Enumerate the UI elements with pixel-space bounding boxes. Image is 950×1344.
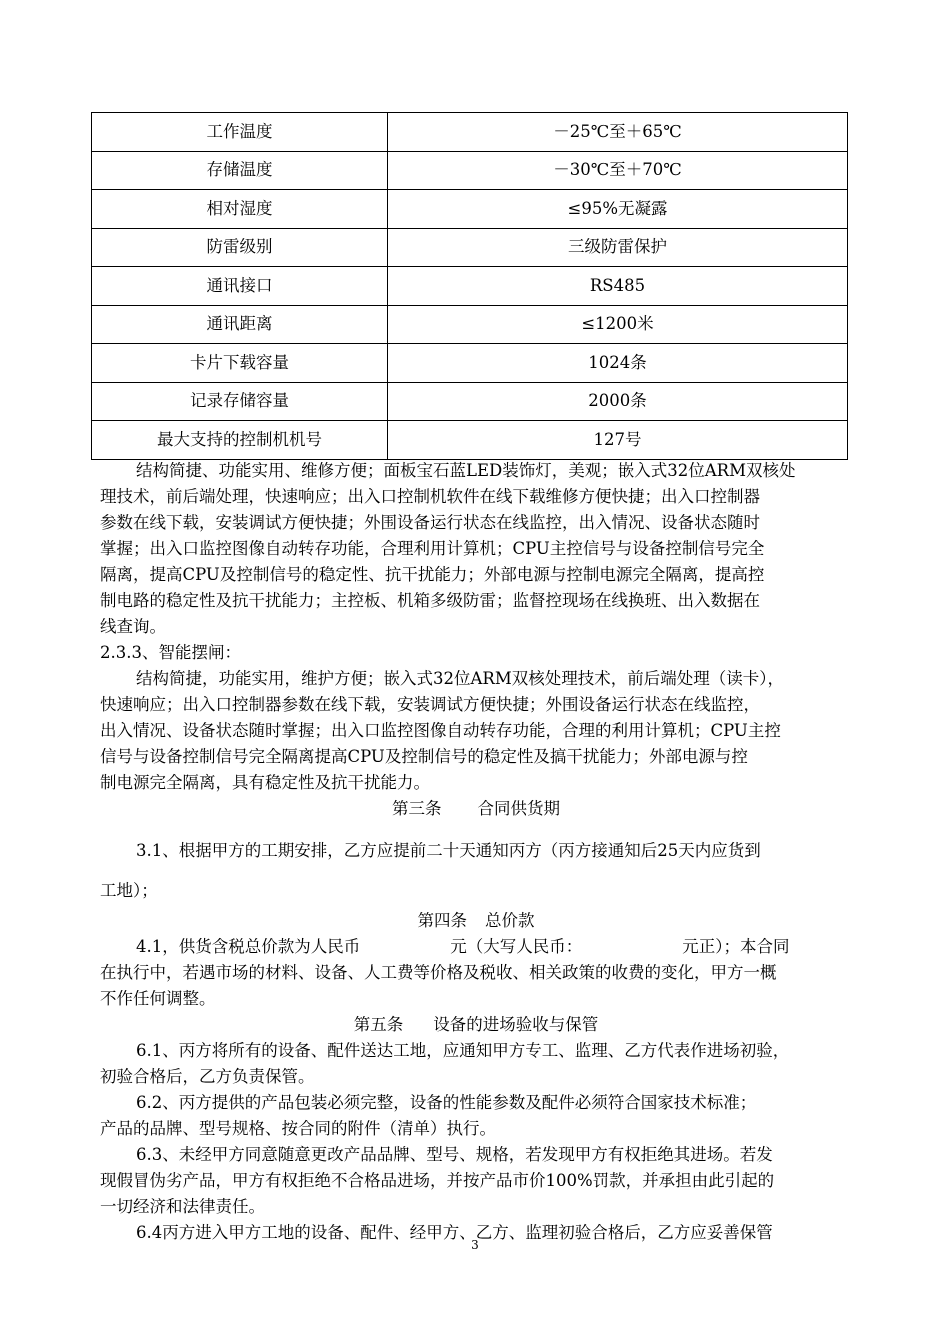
spec-value: 1024条: [388, 344, 848, 383]
table-row: [92, 190, 848, 229]
spec-value: ≤1200米: [388, 305, 848, 344]
spec-name: 最大支持的控制机机号: [92, 421, 388, 460]
paragraph-line: 参数在线下载，安装调试方便快捷；外围设备运行状态在线监控，出入情况、设备状态随时: [100, 513, 760, 532]
paragraph-line: 初验合格后，乙方负责保管。: [100, 1067, 315, 1086]
article-5-heading: [100, 1012, 852, 1038]
paragraph-line: 一切经济和法律责任。: [100, 1197, 265, 1216]
spec-value: －25℃至＋65℃: [388, 113, 848, 152]
table-row: [92, 151, 848, 190]
paragraph-line: [136, 934, 852, 960]
paragraph-line: 在执行中，若遇市场的材料、设备、人工费等价格及税收、相关政策的收费的变化，甲方一概: [100, 963, 777, 982]
section-heading: 2.3.3、智能摆闸：: [100, 643, 241, 662]
spec-name: 防雷级别: [92, 228, 388, 267]
article-3-heading: [100, 796, 852, 822]
table-row: [92, 267, 848, 306]
paragraph-line: 制电路的稳定性及抗干扰能力；主控板、机箱多级防雷；监督控现场在线换班、出入数据在: [100, 591, 760, 610]
paragraph-line: 现假冒伪劣产品，甲方有权拒绝不合格品进场，并按产品市价100%罚款，并承担由此引起的: [100, 1171, 775, 1190]
article-title: 总价款: [485, 911, 535, 930]
paragraph-line: 6.3、未经甲方同意随意更改产品品牌、型号、规格，若发现甲方有权拒绝其进场。若发: [136, 1145, 773, 1164]
paragraph-line: 6.2、丙方提供的产品包装必须完整，设备的性能参数及配件必须符合国家技术标准；: [136, 1093, 757, 1112]
spec-value: 三级防雷保护: [388, 228, 848, 267]
paragraph-line: 3.1、根据甲方的工期安排，乙方应提前二十天通知丙方（丙方接通知后25天内应货到: [136, 841, 761, 860]
price-text: 元正）；本合同: [682, 937, 790, 956]
paragraph-line: 结构简捷，功能实用，维护方便；嵌入式32位ARM双核处理技术，前后端处理（读卡），: [136, 669, 784, 688]
spec-value: ≤95%无凝露: [388, 190, 848, 229]
table-row: [92, 305, 848, 344]
spec-name: 相对湿度: [92, 190, 388, 229]
paragraph-line: 快速响应；出入口控制器参数在线下载，安装调试方便快捷；外围设备运行状态在线监控，: [100, 695, 760, 714]
paragraph-line: 工地）；: [100, 881, 158, 900]
spec-name: 卡片下载容量: [92, 344, 388, 383]
paragraph-line: 不作任何调整。: [100, 989, 216, 1008]
spec-value: 2000条: [388, 382, 848, 421]
spec-name: 存储温度: [92, 151, 388, 190]
paragraph-line: 出入情况、设备状态随时掌握；出入口监控图像自动转存功能，合理的利用计算机；CPU主控: [100, 721, 781, 740]
article-number: 第五条: [353, 1015, 404, 1034]
paragraph-line: 6.4丙方进入甲方工地的设备、配件、经甲方、乙方、监理初验合格后，乙方应妥善保管: [136, 1223, 773, 1242]
paragraph-line: 隔离，提高CPU及控制信号的稳定性、抗干扰能力；外部电源与控制电源完全隔离，提高控: [100, 565, 765, 584]
table-row: [92, 228, 848, 267]
paragraph-line: 产品的品牌、型号规格、按合同的附件（清单）执行。: [100, 1119, 496, 1138]
paragraph-line: 信号与设备控制信号完全隔离提高CPU及控制信号的稳定性及搞干扰能力；外部电源与控: [100, 747, 748, 766]
spec-name: 通讯距离: [92, 305, 388, 344]
article-title: 设备的进场验收与保管: [433, 1015, 599, 1034]
paragraph-line: 理技术，前后端处理，快速响应；出入口控制机软件在线下载维修方便快捷；出入口控制器: [100, 487, 760, 506]
spec-table: [91, 112, 848, 460]
spec-name: 通讯接口: [92, 267, 388, 306]
table-row: [92, 344, 848, 383]
paragraph-line: 6.1、丙方将所有的设备、配件送达工地，应通知甲方专工、监理、乙方代表作进场初验，: [136, 1041, 790, 1060]
price-text: 4.1，供货含税总价款为人民币: [136, 937, 361, 956]
paragraph-line: 线查询。: [100, 617, 166, 636]
paragraph-line: 掌握；出入口监控图像自动转存功能，合理利用计算机；CPU主控信号与设备控制信号完全: [100, 539, 765, 558]
article-number: 第三条: [392, 799, 442, 818]
table-row: [92, 113, 848, 152]
article-title: 合同供货期: [477, 799, 560, 818]
spec-name: 工作温度: [92, 113, 388, 152]
spec-value: RS485: [388, 267, 848, 306]
table-row: [92, 421, 848, 460]
table-row: [92, 382, 848, 421]
spec-value: 127号: [388, 421, 848, 460]
article-4-heading: [100, 908, 852, 934]
paragraph-line: 结构简捷、功能实用、维修方便；面板宝石蓝LED装饰灯，美观；嵌入式32位ARM双核处: [136, 461, 796, 480]
price-text: 元（大写人民币：: [450, 937, 583, 956]
article-number: 第四条: [417, 911, 467, 930]
spec-value: －30℃至＋70℃: [388, 151, 848, 190]
spec-name: 记录存储容量: [92, 382, 388, 421]
page-number: 3: [471, 1238, 479, 1252]
paragraph-line: 制电源完全隔离，具有稳定性及抗干扰能力。: [100, 773, 430, 792]
